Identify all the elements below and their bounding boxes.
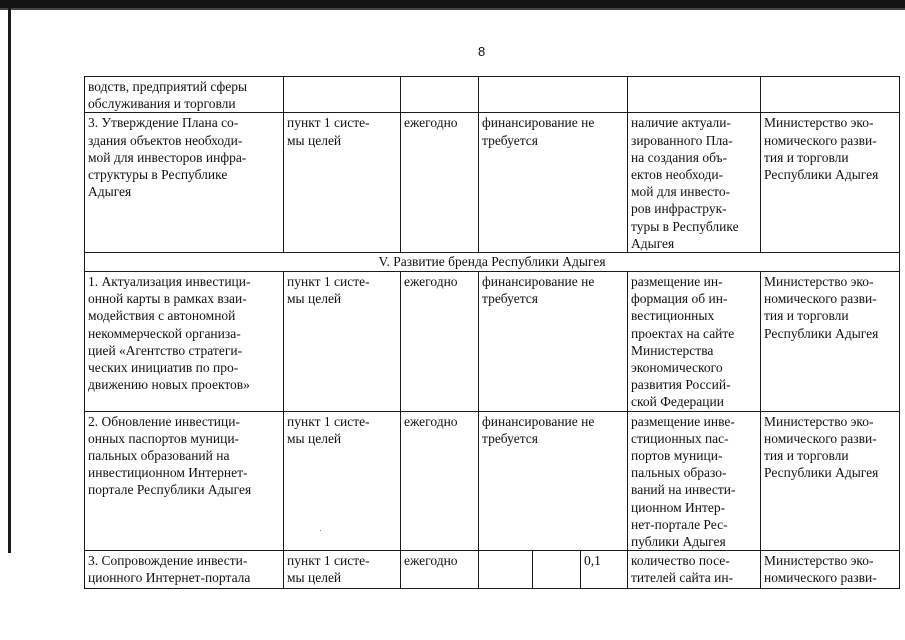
basis-cell: пункт 1 систе- мы целей [284, 113, 401, 253]
indicator-cell: наличие актуали- зированного Пла- на создания объ- ектов необходи- мой для инвесто- ров инфраструк- туры в Республике Адыгея [628, 113, 761, 253]
scan-speck [320, 530, 321, 531]
section-header-row [85, 253, 900, 272]
scan-top-border-thin [0, 8, 905, 10]
scan-left-border [8, 8, 11, 553]
responsible-cell: Министерство эко- номического разви- тия и торговли Республики Адыгея [761, 272, 900, 412]
measure-cell: 1. Актуализация инвестици- онной карты в рамках взаи- модействия с автономной некоммерческой организа- цией «Агентство стратеги- ческих инициатив по про- движению новых проектов» [85, 272, 284, 412]
table-row [85, 113, 900, 253]
measures-table [84, 76, 900, 589]
funding-subcell [479, 551, 533, 589]
indicator-cell: размещение инве- стиционных пас- портов муници- пальных образо- ваний на инвести- ционном Интер- нет-портале Рес- публики Адыгея [628, 411, 761, 551]
table-row [85, 551, 900, 589]
responsible-cell: Министерство эко- номического разви- [761, 551, 900, 589]
funding-cell: финансирование не требуется [479, 411, 628, 551]
indicator-cell [628, 77, 761, 113]
funding-cell: финансирование не требуется [479, 113, 628, 253]
indicator-cell: размещение ин- формация об ин- вестиционных проектах на сайте Министерства экономического развития Россий- ской Федерации [628, 272, 761, 412]
basis-cell: пункт 1 систе- мы целей [284, 551, 401, 589]
scan-top-border [0, 0, 905, 8]
page-number: 8 [478, 44, 486, 59]
period-cell [401, 77, 479, 113]
table-row [85, 411, 900, 551]
measure-cell: 2. Обновление инвестици- онных паспортов муници- пальных образований на инвестиционном Интернет- портале Республики Адыгея [85, 411, 284, 551]
indicator-cell: количество посе- тителей сайта ин- [628, 551, 761, 589]
basis-cell: пункт 1 систе- мы целей [284, 411, 401, 551]
funding-cell: финансирование не требуется [479, 272, 628, 412]
measure-cell: 3. Сопровождение инвести- ционного Интернет-портала [85, 551, 284, 589]
responsible-cell [761, 77, 900, 113]
period-cell: ежегодно [401, 411, 479, 551]
measure-cell: 3. Утверждение Плана со- здания объектов необходи- мой для инвесторов инфра- структуры в Республике Адыгея [85, 113, 284, 253]
responsible-cell: Министерство эко- номического разви- тия и торговли Республики Адыгея [761, 113, 900, 253]
responsible-cell: Министерство эко- номического разви- тия и торговли Республики Адыгея [761, 411, 900, 551]
table-row [85, 77, 900, 113]
basis-cell [284, 77, 401, 113]
period-cell: ежегодно [401, 113, 479, 253]
basis-cell: пункт 1 систе- мы целей [284, 272, 401, 412]
period-cell: ежегодно [401, 272, 479, 412]
funding-subcell [533, 551, 581, 589]
measure-cell: водств, предприятий сферы обслуживания и торговли [85, 77, 284, 113]
period-cell: ежегодно [401, 551, 479, 589]
table-row [85, 272, 900, 412]
section-title: V. Развитие бренда Республики Адыгея [85, 253, 900, 272]
funding-subcell: 0,1 [581, 551, 628, 589]
funding-cell [479, 77, 628, 113]
